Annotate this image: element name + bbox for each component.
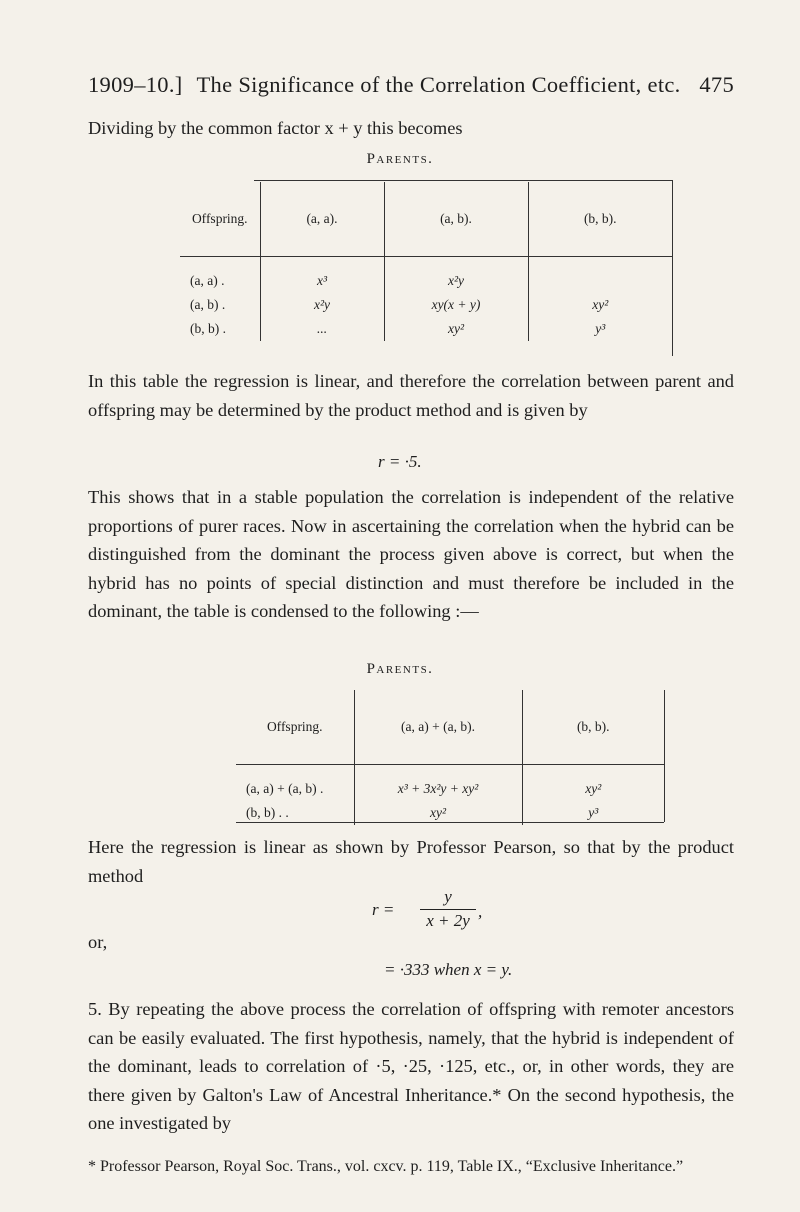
paragraph-remoter-ancestors: 5. By repeating the above process the correlation of offspring with remoter ancestors can be easily evaluated. The first hypothesis, namely, that the hybrid is independent of the dominant, leads to correlation of ·5, ·25, ·125, etc., or, in other words, they are there given by Galton's Law of Ancestral Inheritance.* On the second hypothesis, the one investigated by [88, 999, 734, 1133]
header-year: 1909–10.] [88, 72, 183, 97]
table1-cell: x³ [260, 257, 384, 294]
intro-paragraph: Dividing by the common factor x + y this becomes [88, 118, 463, 138]
table1-cell: x²y [384, 257, 528, 294]
fraction-comma: , [478, 902, 483, 921]
table2 [236, 690, 664, 825]
equation-r-half: r = ·5. [378, 452, 422, 471]
paragraph-pearson: Here the regression is linear as shown by Professor Pearson, so that by the product method [88, 837, 734, 886]
table2-cell: (a, a) + (a, b) . [236, 765, 354, 802]
table2-cell: xy² [354, 801, 522, 825]
table2-bottom-rule [236, 822, 664, 823]
table1-cell: xy² [384, 317, 528, 341]
table2-row [236, 765, 664, 802]
table1-cell: (a, b) . [180, 293, 260, 317]
page-number: 475 [699, 72, 734, 97]
table1-cell: x²y [260, 293, 384, 317]
table1-right-rule [672, 180, 673, 356]
table1-row [180, 293, 672, 317]
table1-header-row [180, 182, 672, 257]
paragraph-regression: In this table the regression is linear, and therefore the correlation between parent and offspring may be determined by the product method and is given by [88, 371, 734, 420]
table1-caption: Parents. [366, 151, 434, 167]
table1-cell [528, 257, 672, 294]
table2-header-row [236, 690, 664, 765]
table2-header-cell: (b, b). [522, 690, 664, 765]
table1-row [180, 257, 672, 294]
table1-cell: xy(x + y) [384, 293, 528, 317]
table2-header-cell: (a, a) + (a, b). [354, 690, 522, 765]
table1 [180, 182, 672, 341]
table1-header-cell: (a, a). [260, 182, 384, 257]
table2-right-rule [664, 690, 665, 822]
fraction-bar [420, 909, 476, 910]
footnote: * Professor Pearson, Royal Soc. Trans., vol. cxcv. p. 119, Table IX., “Exclusive Inheritance.” [88, 1158, 684, 1175]
fraction-denominator: x + 2y [426, 911, 470, 930]
fraction-numerator: y [444, 887, 452, 906]
running-header [88, 72, 734, 98]
table1-header-cell: (a, b). [384, 182, 528, 257]
header-title: The Significance of the Correlation Coefficient, etc. [196, 72, 681, 97]
table1-cell: y³ [595, 321, 606, 336]
table1-row [180, 317, 672, 341]
table2-cell: xy² [585, 781, 602, 796]
table2-cell: y³ [588, 805, 599, 820]
table1-top-rule [254, 180, 672, 181]
table1-header-cell: Offspring. [180, 182, 260, 257]
table1-cell: xy² [592, 297, 609, 312]
paragraph-stable-population: This shows that in a stable population the correlation is independent of the relative proportions of purer races. Now in ascertaining the correlation when the hybrid can be distinguished from the dominant the process given above is correct, but when the hybrid has no points of special distinction and must therefore be included in the dominant, the table is condensed to the following :— [88, 487, 734, 621]
or-label: or, [88, 932, 108, 952]
table1-cell: (b, b) . [180, 317, 260, 341]
table1-cell: ... [260, 317, 384, 341]
table1-header-cell: (b, b). [528, 182, 672, 257]
equation-r-fraction-lhs: r = [372, 900, 395, 919]
table2-header-cell: Offspring. [236, 690, 354, 765]
table2-caption: Parents. [366, 661, 434, 677]
table2-cell: x³ + 3x²y + xy² [354, 765, 522, 802]
table2-cell: (b, b) . . [236, 801, 354, 825]
table1-cell: (a, a) . [180, 257, 260, 294]
equation-r-value: = ·333 when x = y. [384, 960, 513, 979]
